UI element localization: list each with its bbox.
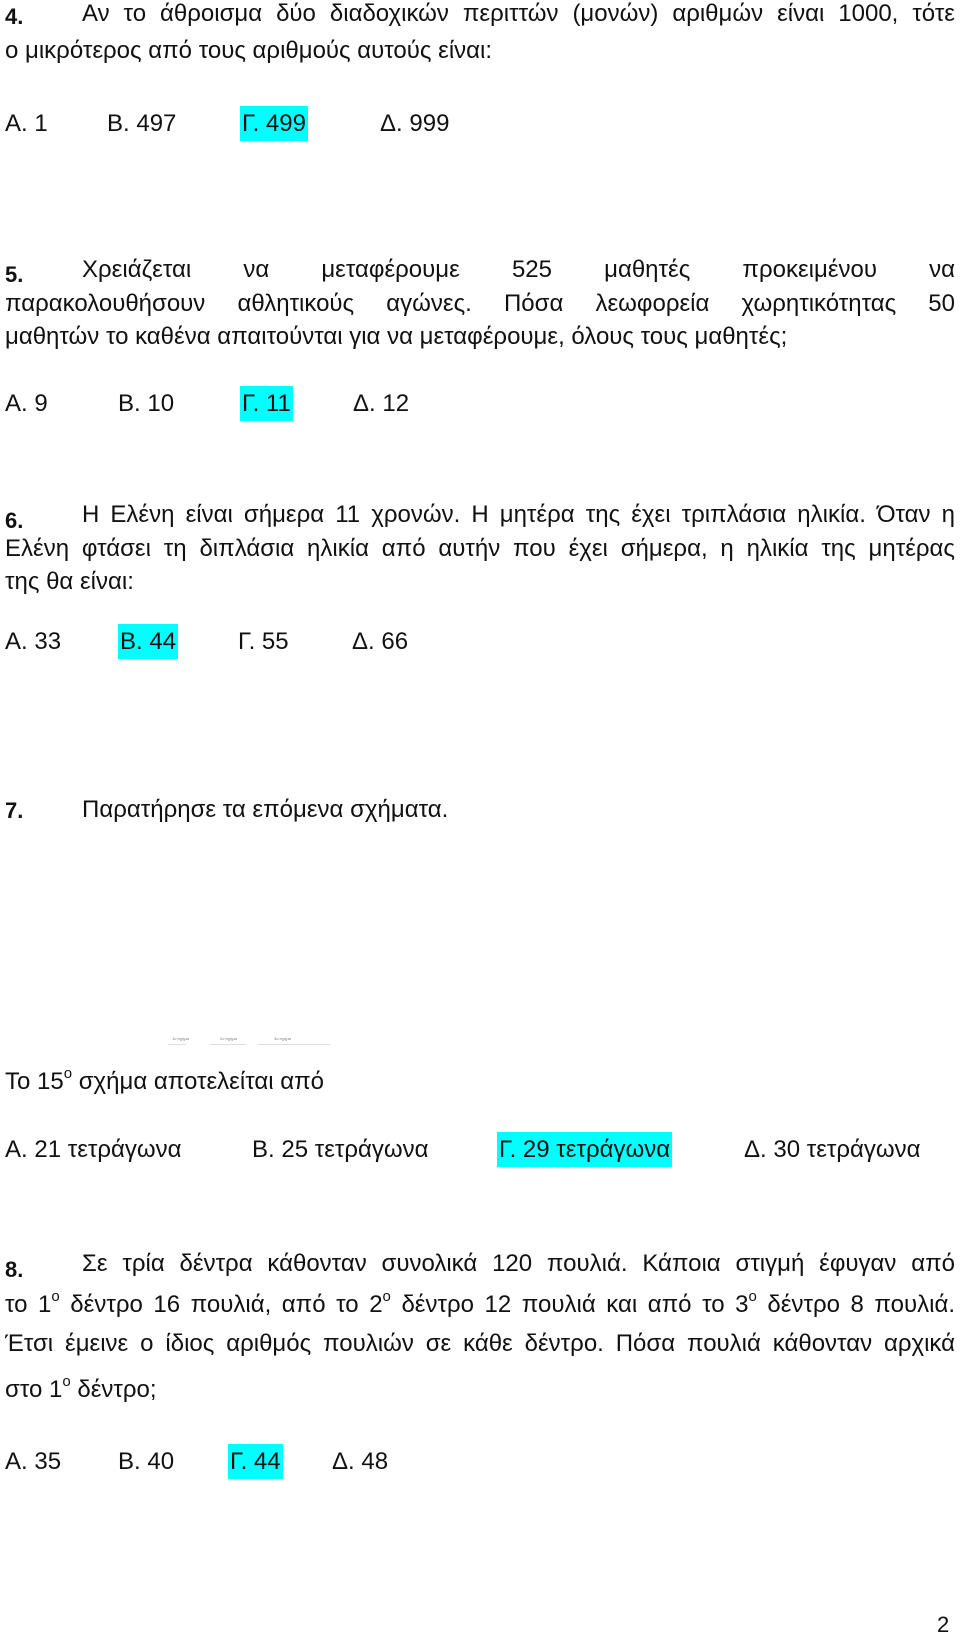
q7-text: Παρατήρησε τα επόμενα σχήματα. <box>82 796 449 823</box>
q8-option-b: Β. 40 <box>118 1448 175 1475</box>
q5-option-a: Α. 9 <box>5 390 48 417</box>
q8-text-line4: στο $1^o$ δέντρο; <box>5 1373 157 1403</box>
q4-option-d: Δ. 999 <box>380 110 450 137</box>
q4-number: 4. <box>5 4 24 29</box>
figure-3-shape <box>258 1044 330 1045</box>
q8-text-line3: Έτσι έμεινε ο ίδιος αριθμός πουλιών σε κάθε δέντρο. Πόσα πουλιά κάθονταν αρχικά <box>5 1330 955 1357</box>
q5-option-d: Δ. 12 <box>353 390 410 417</box>
q6-correct-answer: Β. 44 <box>118 624 178 659</box>
q6-option-b <box>118 628 178 656</box>
q8-option-a: Α. 35 <box>5 1448 62 1475</box>
statement-post: σχήμα αποτελείται από <box>72 1068 324 1095</box>
q6-text-line1: Η Ελένη είναι σήμερα 11 χρονών. Η μητέρα της έχει τριπλάσια ηλικία. Όταν η <box>82 501 955 528</box>
q6-text-line3: της θα είναι: <box>5 568 134 595</box>
page-number: 2 <box>937 1612 950 1637</box>
q5-text-line2: παρακολουθήσουν αθλητικούς αγώνες. Πόσα λεωφορεία χωρητικότητας 50 <box>5 290 955 317</box>
q7-number: 7. <box>5 798 24 823</box>
q7-option-a: Α. 21 τετράγωνα <box>5 1136 182 1163</box>
q5-option-b: Β. 10 <box>118 390 175 417</box>
q4-option-a: Α. 1 <box>5 110 48 137</box>
q7-option-c <box>497 1136 672 1164</box>
q5-correct-answer: Γ. 11 <box>240 386 293 421</box>
q8-option-c <box>228 1448 283 1476</box>
q5-text-line3: μαθητών το καθένα απαιτούνται για να μεταφέρουμε, όλους τους μαθητές; <box>5 323 788 350</box>
q6-text-line2: Ελένη φτάσει τη διπλάσια ηλικία από αυτήν που έχει σήμερα, η ηλικία της μητέρας <box>5 535 955 562</box>
figure-2-shape <box>210 1044 246 1045</box>
q6-option-c: Γ. 55 <box>238 628 289 655</box>
q8-correct-answer: Γ. 44 <box>228 1444 283 1479</box>
q7-option-d: Δ. 30 τετράγωνα <box>744 1136 921 1163</box>
q4-option-b: Β. 497 <box>107 110 177 137</box>
statement-pre: Το 15 <box>5 1068 64 1095</box>
q7-statement <box>5 1057 324 1100</box>
q7-option-b: Β. 25 τετράγωνα <box>252 1136 429 1163</box>
q8-option-d: Δ. 48 <box>332 1448 389 1475</box>
q8-number: 8. <box>5 1257 24 1282</box>
figure-1-shape <box>168 1044 186 1045</box>
figure-1-label: 1ο σχήμα <box>172 1036 189 1041</box>
q8-text-line2: το $1^o$ δέντρο 16 πουλιά, από το $2^o$ δέντρο 12 πουλιά και από το $3^o$ δέντρο 8 πουλιά. <box>5 1288 955 1318</box>
q4-correct-answer: Γ. 499 <box>240 106 308 141</box>
q6-number: 6. <box>5 508 24 533</box>
q4-text-line2: ο μικρότερος από τους αριθμούς αυτούς είναι: <box>5 37 493 64</box>
figure-2-label: 2ο σχήμα <box>220 1036 237 1041</box>
q5-number: 5. <box>5 262 24 287</box>
q7-correct-answer: Γ. 29 τετράγωνα <box>497 1132 672 1167</box>
q4-option-c <box>240 110 308 138</box>
ordinal-sup: ο <box>63 1065 73 1082</box>
q5-text-line1: Χρειάζεται να μεταφέρουμε 525 μαθητές προκειμένου να <box>82 256 955 283</box>
q6-option-d: Δ. 66 <box>352 628 409 655</box>
q8-text-line1: Σε τρία δέντρα κάθονταν συνολικά 120 πουλιά. Κάποια στιγμή έφυγαν από <box>82 1250 955 1277</box>
q5-option-c <box>240 390 293 418</box>
figure-3-label: 3ο σχήμα <box>274 1036 291 1041</box>
q6-option-a: Α. 33 <box>5 628 62 655</box>
q4-text-line1: Αν το άθροισμα δύο διαδοχικών περιττών (μονών) αριθμών είναι 1000, τότε <box>82 0 955 27</box>
